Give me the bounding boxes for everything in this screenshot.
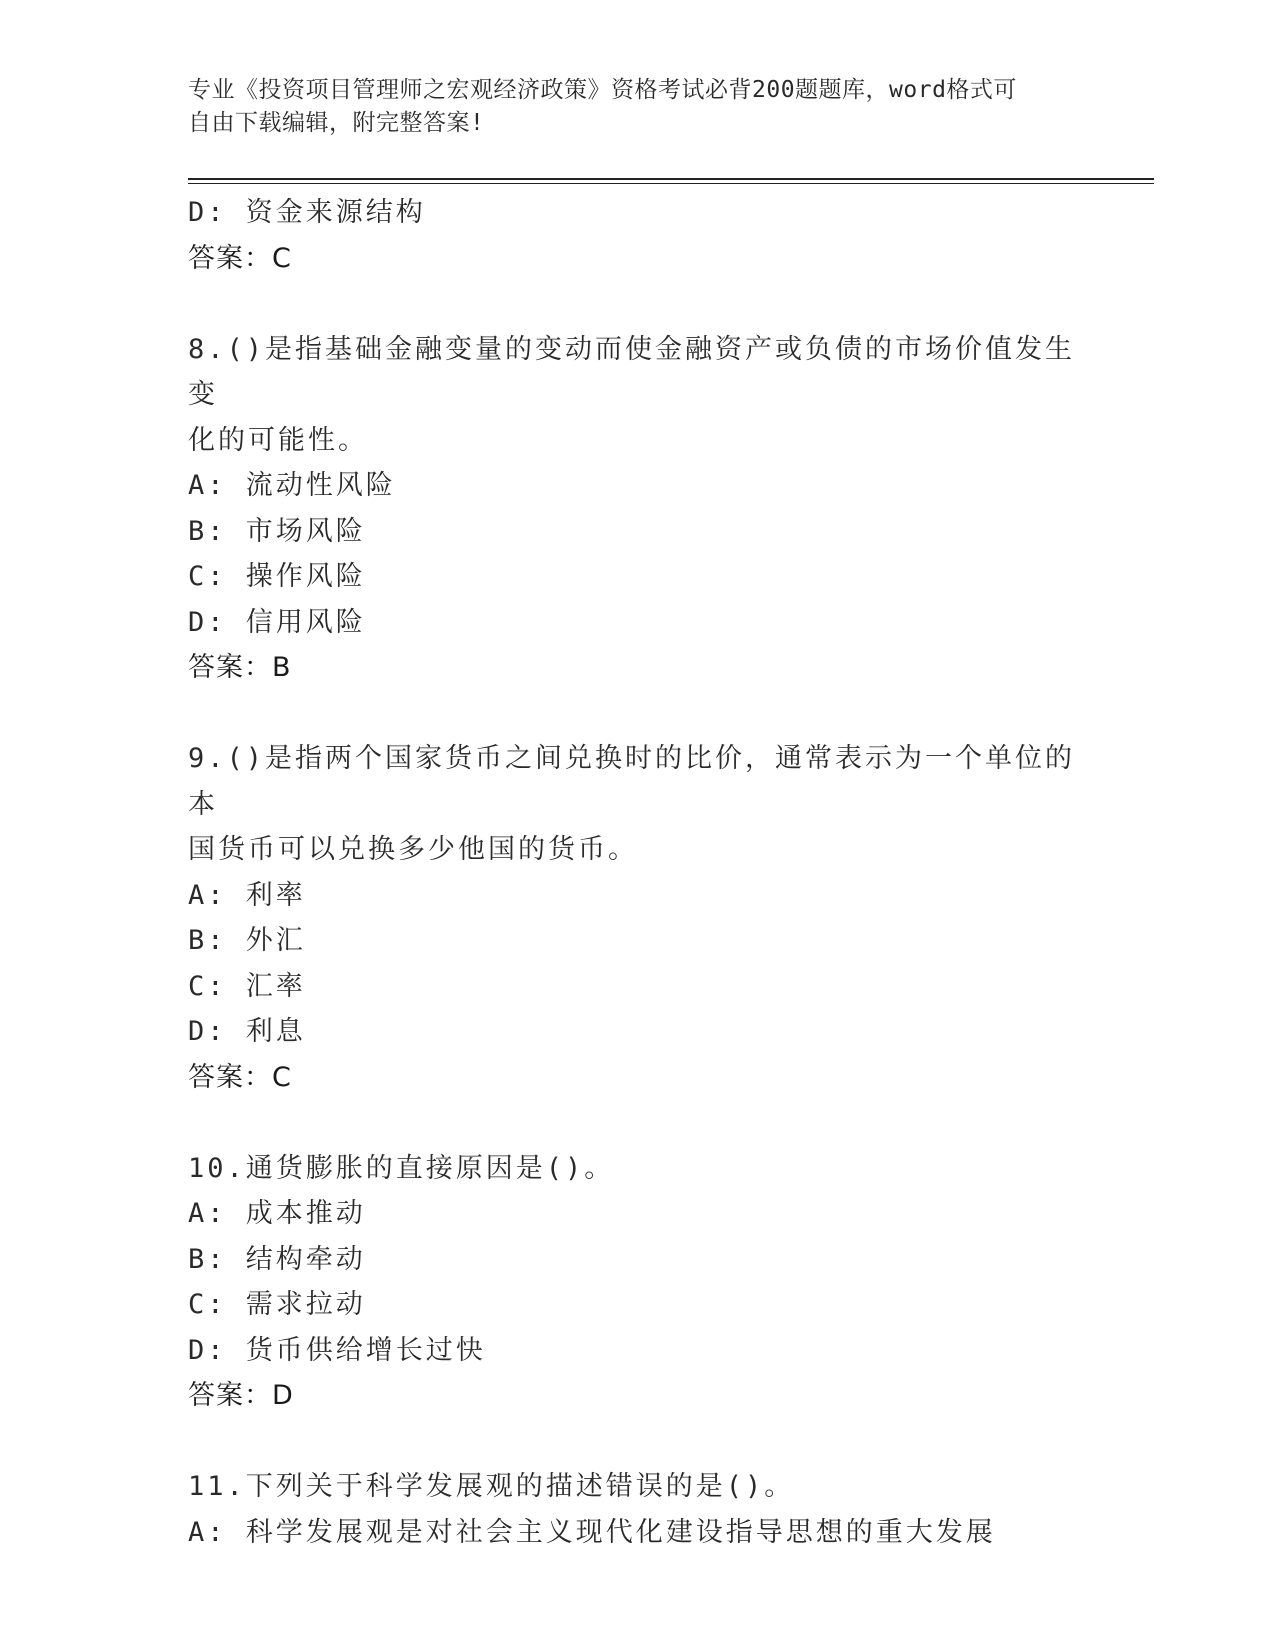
header-divider-thick [188, 178, 1154, 180]
option-d: D: 资金来源结构 [188, 197, 426, 228]
question-8 [188, 327, 1088, 691]
question-text-line: 10.通货膨胀的直接原因是()。 [188, 1152, 615, 1184]
option-d: D: 信用风险 [188, 606, 366, 638]
question-list [188, 190, 1088, 1555]
question-text-line: 9.()是指两个国家货币之间兑换时的比价，通常表示为一个单位的本 [188, 743, 1076, 820]
previous-question-tail [188, 190, 1088, 281]
question-9 [188, 736, 1088, 1100]
option-b: B: 外汇 [188, 925, 306, 956]
document-header [188, 74, 1068, 140]
option-d: D: 利息 [188, 1016, 306, 1047]
question-11 [188, 1464, 1088, 1555]
question-text-line: 化的可能性。 [188, 424, 368, 456]
option-a: A: 成本推动 [188, 1198, 366, 1229]
option-c: C: 需求拉动 [188, 1289, 366, 1320]
question-text-line: 8.()是指基础金融变量的变动而使金融资产或负债的市场价值发生变 [188, 333, 1076, 410]
header-line-1: 专业《投资项目管理师之宏观经济政策》资格考试必背200题题库，word格式可 [188, 77, 1017, 103]
option-a: A: 流动性风险 [188, 470, 396, 501]
answer-line: 答案：C [188, 242, 292, 274]
option-a: A: 利率 [188, 879, 306, 911]
option-a: A: 科学发展观是对社会主义现代化建设指导思想的重大发展 [188, 1516, 996, 1548]
answer-line: 答案：B [188, 652, 292, 683]
option-b: B: 市场风险 [188, 515, 366, 547]
option-c: C: 操作风险 [188, 561, 366, 592]
question-10 [188, 1146, 1088, 1419]
header-divider-thin [188, 183, 1154, 184]
question-text-line: 11.下列关于科学发展观的描述错误的是()。 [188, 1471, 795, 1502]
question-text-line: 国货币可以兑换多少他国的货币。 [188, 834, 638, 865]
answer-line: 答案：C [188, 1061, 292, 1093]
header-line-2: 自由下载编辑，附完整答案! [188, 110, 485, 136]
option-d: D: 货币供给增长过快 [188, 1334, 486, 1366]
answer-line: 答案：D [188, 1380, 294, 1411]
option-c: C: 汇率 [188, 970, 306, 1002]
option-b: B: 结构牵动 [188, 1243, 366, 1275]
